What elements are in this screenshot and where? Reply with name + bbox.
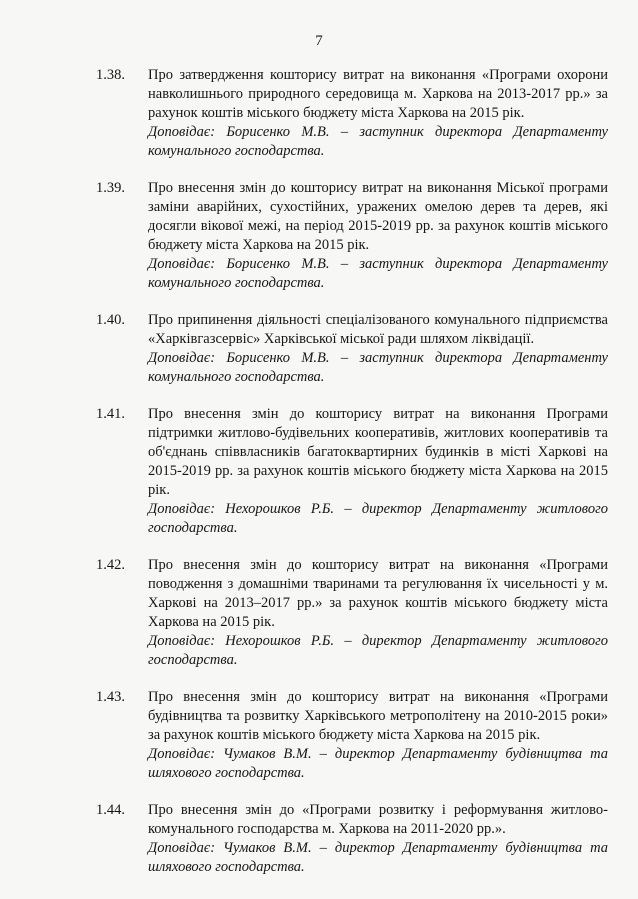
page-number: 7	[315, 33, 323, 49]
item-text: Про внесення змін до кошторису витрат на виконання Міської програми заміни аварійних, сухостійних, уражених омелою дерев та дерев, які досягли вікової межі, на період 2015-2019 рр. за рахунок коштів міського бюджету міста Харкова на 2015 рік.	[148, 180, 608, 253]
item-number: 1.39.	[96, 180, 125, 196]
item-number: 1.38.	[96, 67, 125, 83]
item-speaker: Доповідає: Борисенко М.В. – заступник директора Департаменту комунального господарства.	[148, 350, 608, 385]
item-body	[148, 311, 608, 387]
item-body	[148, 66, 608, 161]
item-speaker: Доповідає: Борисенко М.В. – заступник директора Департаменту комунального господарства.	[148, 124, 608, 159]
item-body	[148, 405, 608, 538]
agenda-item	[96, 556, 608, 670]
item-body	[148, 556, 608, 670]
item-text: Про внесення змін до «Програми розвитку і реформування житлово-комунального господарства м. Харкова на 2011-2020 рр.».	[148, 802, 608, 837]
agenda-item	[96, 66, 608, 161]
item-number: 1.42.	[96, 557, 125, 573]
item-text: Про внесення змін до кошторису витрат на виконання «Програми поводження з домашніми тваринами та регулювання їх чисельності у м. Харкові на 2013–2017 рр.» за рахунок коштів міського бюджету міста Харкова на 2015 рік.	[148, 557, 608, 630]
item-number: 1.41.	[96, 406, 125, 422]
item-body	[148, 688, 608, 783]
item-body	[148, 801, 608, 877]
agenda-list	[96, 66, 608, 895]
item-text: Про припинення діяльності спеціалізованого комунального підприємства «Харківгазсервіс» Харківської міської ради шляхом ліквідації.	[148, 312, 608, 347]
agenda-item	[96, 405, 608, 538]
agenda-item	[96, 688, 608, 783]
item-text: Про внесення змін до кошторису витрат на виконання «Програми будівництва та розвитку Харківського метрополітену на 2010-2015 роки» за рахунок коштів міського бюджету міста Харкова на 2015 рік.	[148, 689, 608, 743]
item-number: 1.43.	[96, 689, 125, 705]
item-speaker: Доповідає: Нехорошков Р.Б. – директор Департаменту житлового господарства.	[148, 633, 608, 668]
agenda-item	[96, 179, 608, 293]
item-number: 1.40.	[96, 312, 125, 328]
item-speaker: Доповідає: Нехорошков Р.Б. – директор Департаменту житлового господарства.	[148, 501, 608, 536]
item-text: Про затвердження кошторису витрат на виконання «Програми охорони навколишнього природного середовища м. Харкова на 2013-2017 рр.» за рахунок коштів міського бюджету міста Харкова на 2015 рік.	[148, 67, 608, 121]
item-speaker: Доповідає: Чумаков В.М. – директор Департаменту будівництва та шляхового господарства.	[148, 746, 608, 781]
item-speaker: Доповідає: Чумаков В.М. – директор Департаменту будівництва та шляхового господарства.	[148, 840, 608, 875]
item-speaker: Доповідає: Борисенко М.В. – заступник директора Департаменту комунального господарства.	[148, 256, 608, 291]
item-text: Про внесення змін до кошторису витрат на виконання Програми підтримки житлово-будівельних кооперативів, житлових кооперативів та об'єднань співвласників багатоквартирних будинків в місті Харкові на 2015-2019 рр. за рахунок коштів міського бюджету міста Харкова на 2015 рік.	[148, 406, 608, 498]
item-body	[148, 179, 608, 293]
agenda-item	[96, 311, 608, 387]
agenda-item	[96, 801, 608, 877]
item-number: 1.44.	[96, 802, 125, 818]
